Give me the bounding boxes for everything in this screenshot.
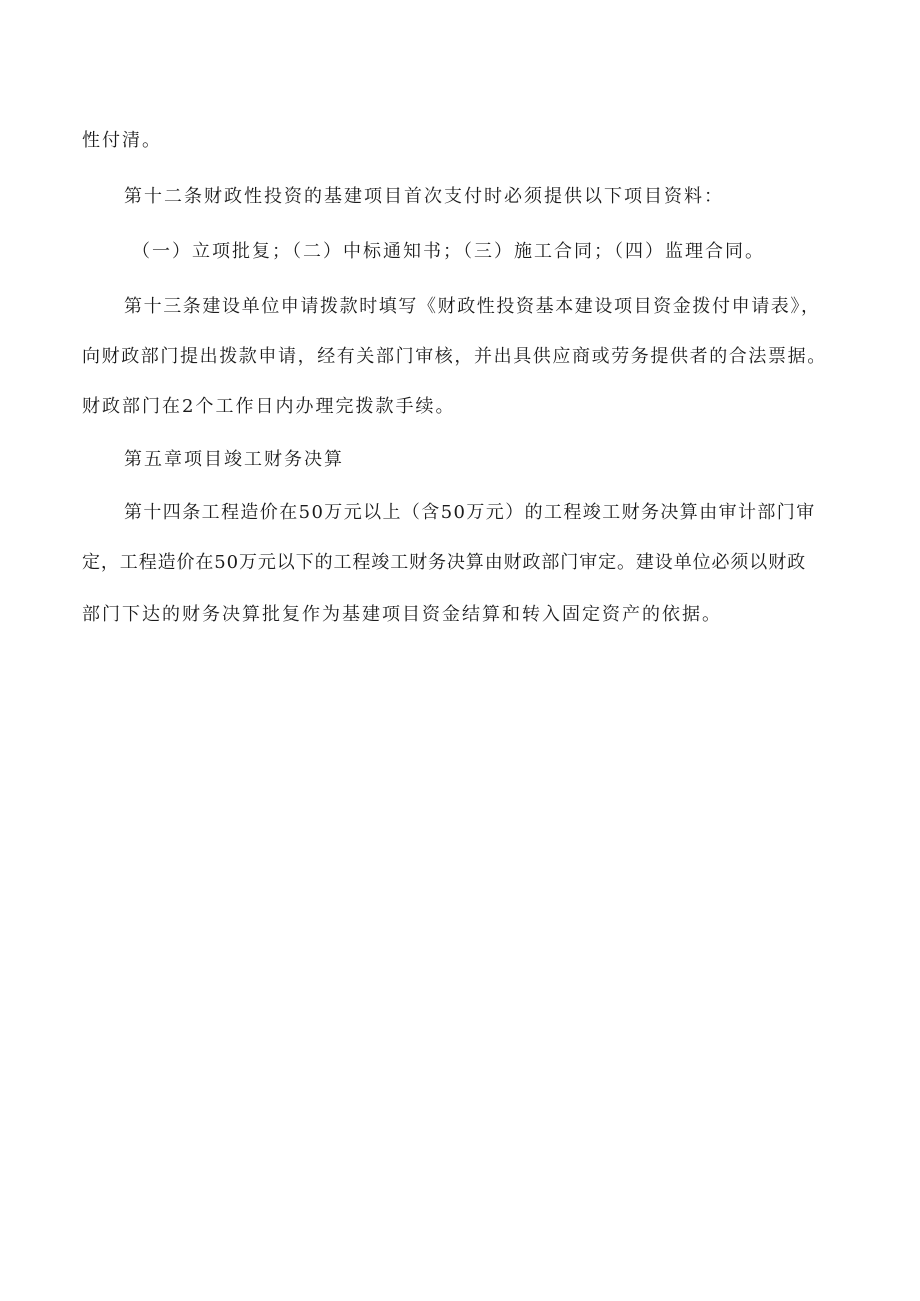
chapter-heading: 第五章项目竣工财务决算 bbox=[124, 449, 344, 470]
text-line-article-14: 第十四条工程造价在50万元以上（含50万元）的工程竣工财务决算由审计部门审 bbox=[124, 502, 816, 523]
text-line-paragraph-end: 性付清。 bbox=[82, 130, 162, 151]
text-line-article-13-cont-2: 财政部门在2个工作日内办理完拨款手续。 bbox=[82, 396, 456, 417]
text-line-article-12: 第十二条财政性投资的基建项目首次支付时必须提供以下项目资料： bbox=[124, 186, 724, 207]
text-line-article-13-cont-1: 向财政部门提出拨款申请，经有关部门审核，并出具供应商或劳务提供者的合法票据。 bbox=[82, 346, 827, 367]
text-line-article-13: 第十三条建设单位申请拨款时填写《财政性投资基本建设项目资金拨付申请表》， bbox=[124, 296, 821, 317]
text-line-article-14-cont-1: 定，工程造价在50万元以下的工程竣工财务决算由财政部门审定。建设单位必须以财政 bbox=[82, 552, 807, 573]
text-line-article-14-cont-2: 部门下达的财务决算批复作为基建项目资金结算和转入固定资产的依据。 bbox=[82, 604, 722, 625]
text-line-document-list: （一）立项批复；（二）中标通知书；（三）施工合同；（四）监理合同。 bbox=[132, 241, 765, 262]
